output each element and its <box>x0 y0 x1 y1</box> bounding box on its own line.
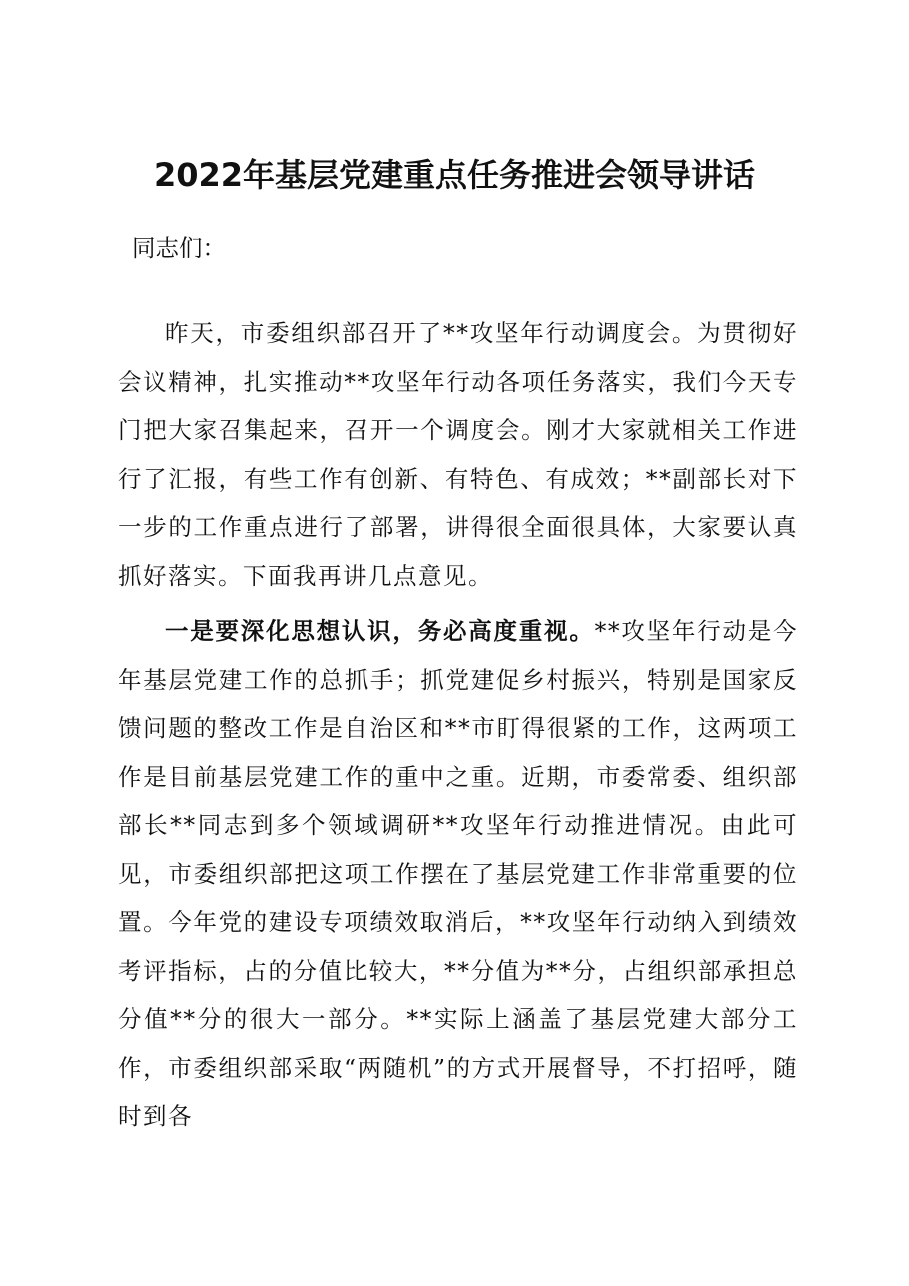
paragraph-2-text: **攻坚年行动是今年基层党建工作的总抓手；抓党建促乡村振兴，特别是国家反馈问题的整改工作是自治区和**市盯得很紧的工作，这两项工作是目前基层党建工作的重中之重。近期，市委常委、组织部部长**同志到多个领域调研**攻坚年行动推进情况。由此可见，市委组织部把这项工作摆在了基层党建工作非常重要的位置。今年党的建设专项绩效取消后，**攻坚年行动纳入到绩效考评指标，占的分值比较大，**分值为**分，占组织部承担总分值**分的很大一部分。**实际上涵盖了基层党建大部分工作，市委组织部采取“两随机”的方式开展督导，不打招呼，随时到各 <box>118 617 799 1130</box>
paragraph-2 <box>118 607 798 1141</box>
paragraph-2-lead: 一是要深化思想认识，务必高度重视。 <box>165 617 595 645</box>
paragraph-1 <box>118 309 798 600</box>
greeting: 同志们： <box>132 234 226 262</box>
document-title: 2022年基层党建重点任务推进会领导讲话 <box>153 156 756 194</box>
paragraph-1-text: 昨天，市委组织部召开了**攻坚年行动调度会。为贯彻好会议精神，扎实推动**攻坚年行动各项任务落实，我们今天专门把大家召集起来，召开一个调度会。刚才大家就相关工作进行了汇报，有些工作有创新、有特色、有成效；**副部长对下一步的工作重点进行了部署，讲得很全面很具体，大家要认真抓好落实。下面我再讲几点意见。 <box>118 319 798 590</box>
